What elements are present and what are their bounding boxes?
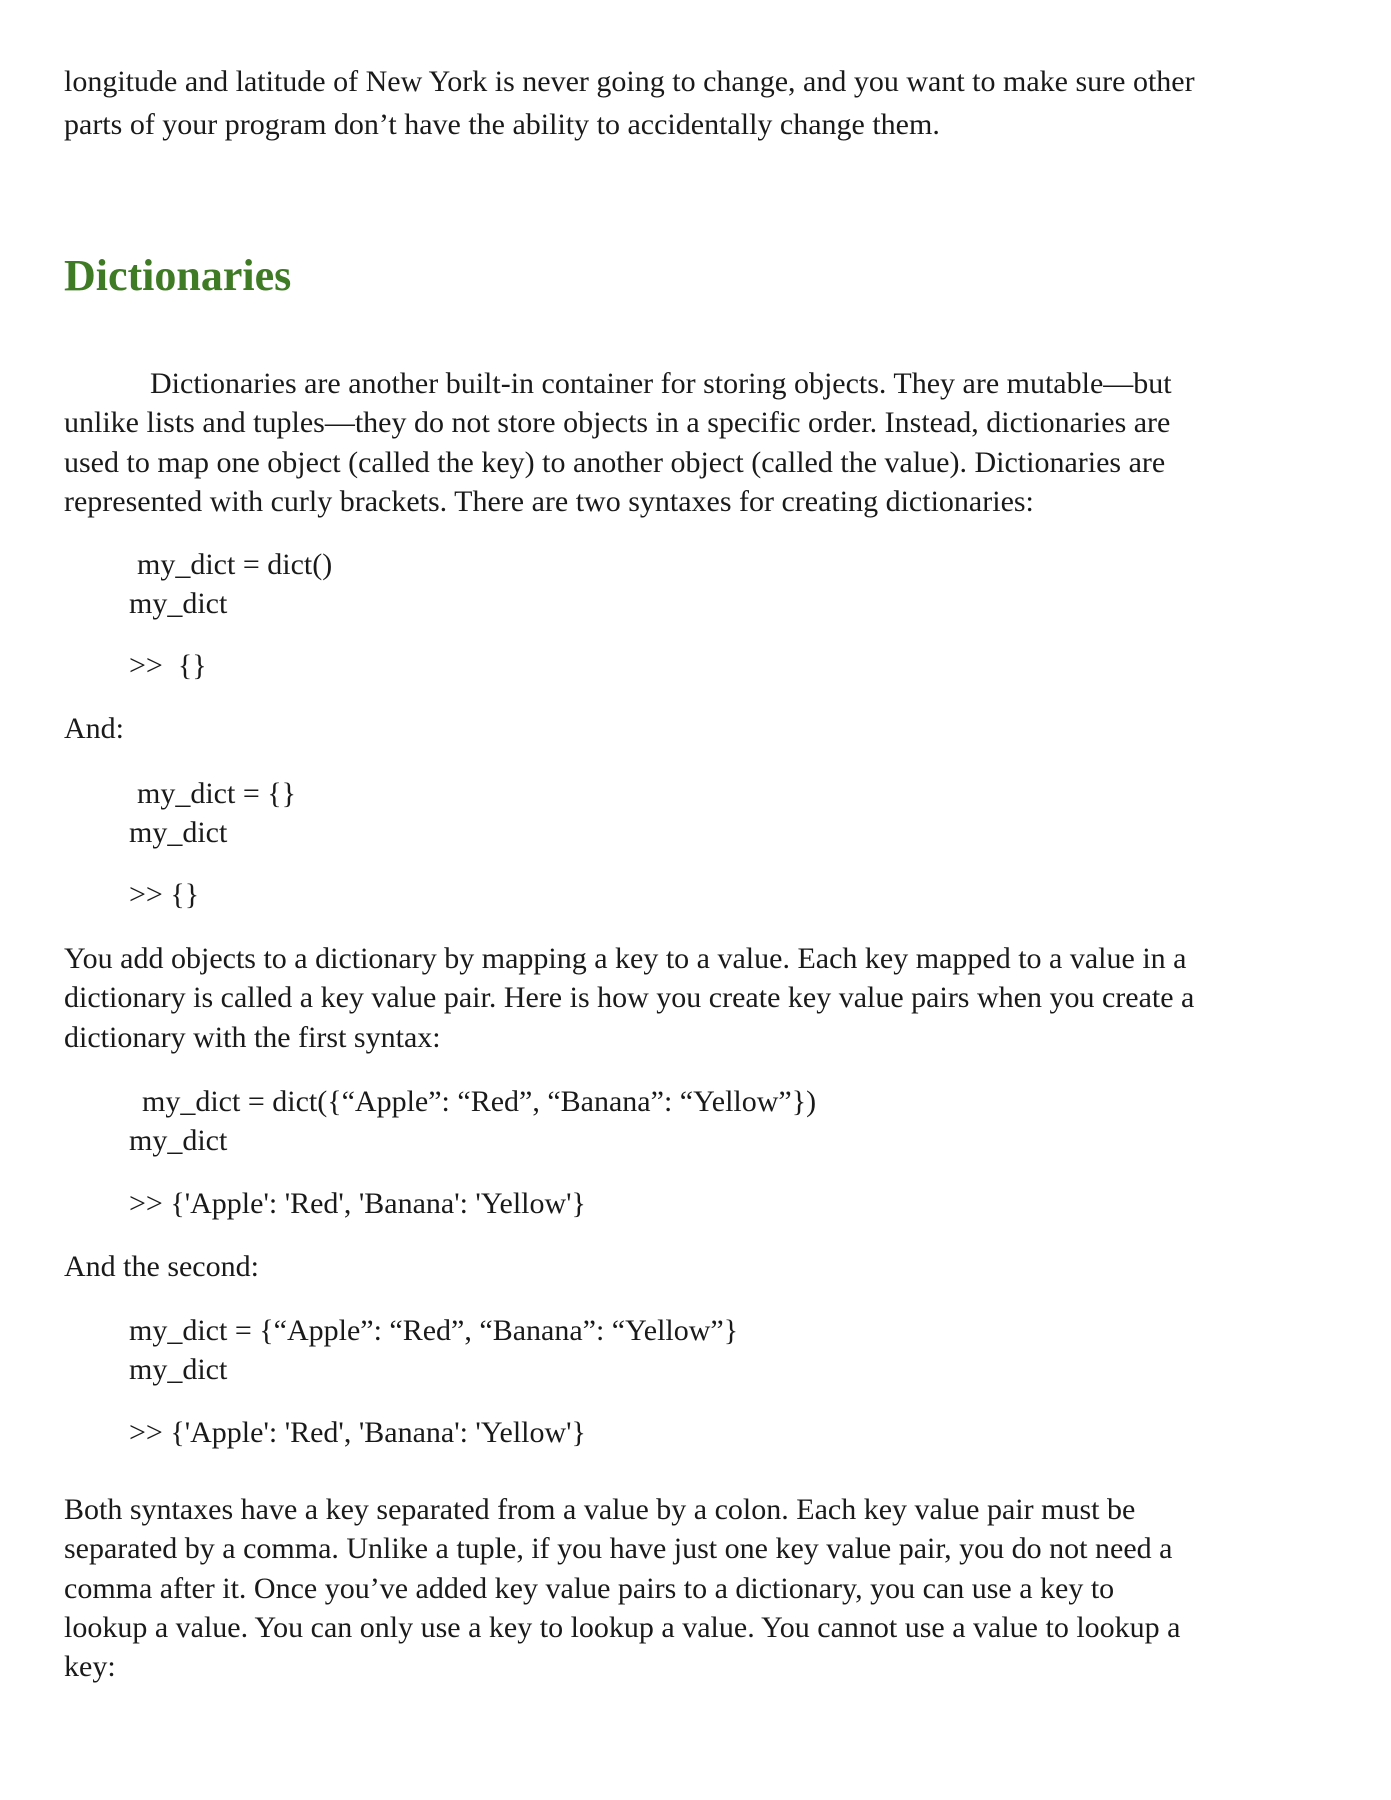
code2-line-2: my_dict	[129, 816, 228, 849]
code1-line-2: my_dict	[129, 587, 228, 620]
para3-line-5: key:	[64, 1650, 116, 1683]
para3-line-4: lookup a value. You can only use a key to lookup a value. You cannot use a value to lookup a	[64, 1611, 1181, 1644]
para1-line-3: used to map one object (called the key) to another object (called the value). Dictionaries are	[64, 446, 1166, 479]
para3-line-3: comma after it. Once you’ve added key value pairs to a dictionary, you can use a key to	[64, 1572, 1115, 1605]
para2-line-3: dictionary with the first syntax:	[64, 1021, 441, 1054]
para3-line-2: separated by a comma. Unlike a tuple, if you have just one key value pair, you do not need a	[64, 1532, 1173, 1565]
code4-output: >> {'Apple': 'Red', 'Banana': 'Yellow'}	[129, 1416, 586, 1449]
code2-output: >> {}	[129, 878, 200, 911]
para1-line-2: unlike lists and tuples—they do not store objects in a specific order. Instead, dictionaries are	[64, 406, 1171, 439]
code4-line-2: my_dict	[129, 1353, 228, 1386]
para1-line-1: Dictionaries are another built-in container for storing objects. They are mutable—but	[150, 367, 1172, 400]
code3-line-1: my_dict = dict({“Apple”: “Red”, “Banana”: “Yellow”})	[142, 1085, 817, 1118]
para2-line-2: dictionary is called a key value pair. Here is how you create key value pairs when you create a	[64, 981, 1195, 1014]
section-heading: Dictionaries	[64, 251, 292, 300]
code3-line-2: my_dict	[129, 1124, 228, 1157]
and-label-2: And the second:	[64, 1250, 259, 1283]
intro-line-1: longitude and latitude of New York is never going to change, and you want to make sure other	[64, 65, 1195, 98]
and-label-1: And:	[64, 712, 124, 745]
code4-line-1: my_dict = {“Apple”: “Red”, “Banana”: “Yellow”}	[129, 1314, 739, 1347]
intro-line-2: parts of your program don’t have the ability to accidentally change them.	[64, 108, 940, 141]
code1-line-1: my_dict = dict()	[137, 548, 333, 581]
code3-output: >> {'Apple': 'Red', 'Banana': 'Yellow'}	[129, 1187, 586, 1220]
code1-output: >> {}	[129, 649, 207, 682]
para3-line-1: Both syntaxes have a key separated from a value by a colon. Each key value pair must be	[64, 1493, 1136, 1526]
para2-line-1: You add objects to a dictionary by mapping a key to a value. Each key mapped to a value in a	[64, 942, 1187, 975]
code2-line-1: my_dict = {}	[137, 777, 297, 810]
para1-line-4: represented with curly brackets. There are two syntaxes for creating dictionaries:	[64, 485, 1034, 518]
